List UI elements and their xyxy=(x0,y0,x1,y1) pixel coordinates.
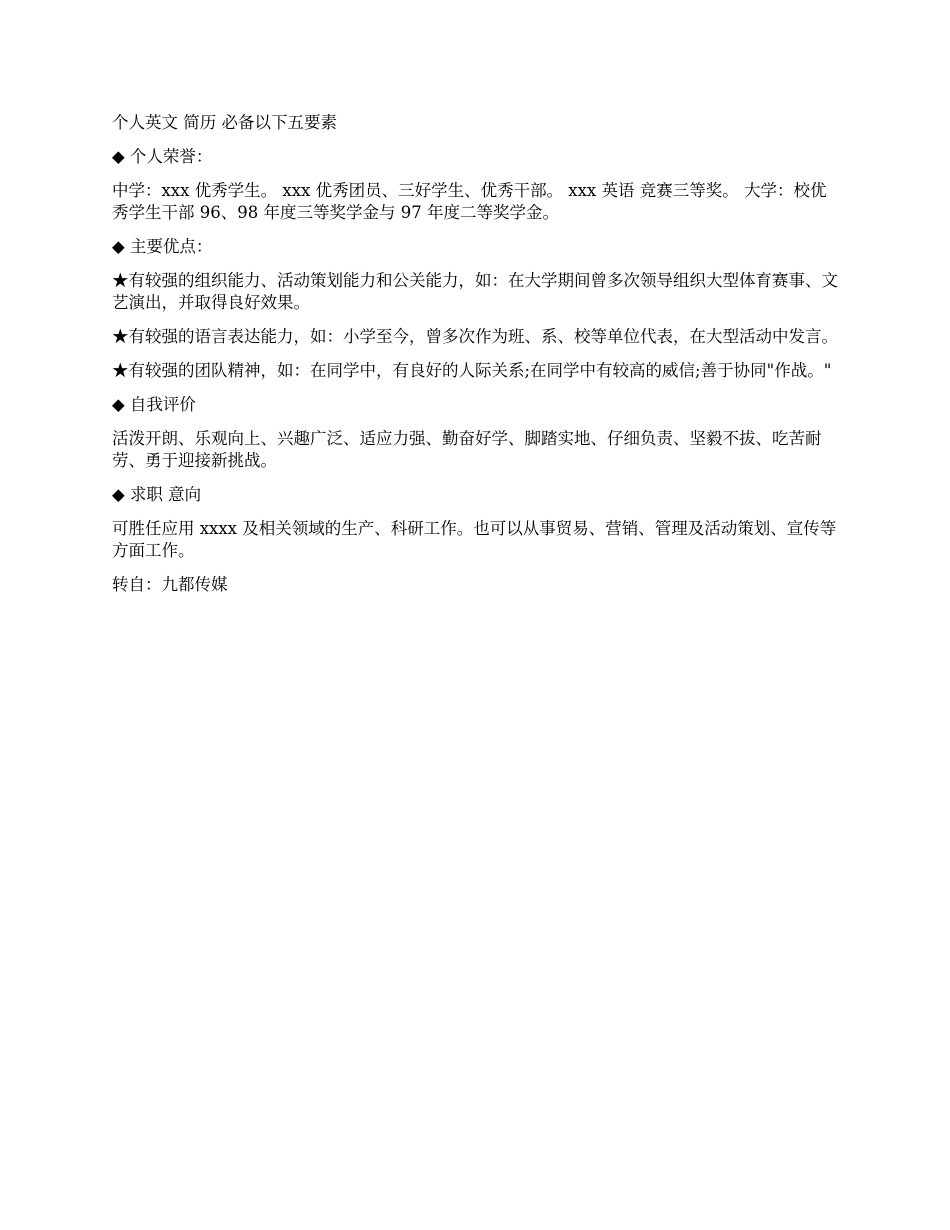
honors-heading: ◆ 个人荣誉： xyxy=(112,147,213,166)
self-eval-text: 活泼开朗、乐观向上、兴趣广泛、适应力强、勤奋好学、脚踏实地、仔细负责、坚毅不拔、吃苦耐劳、勇于迎接新挑战。 xyxy=(112,429,822,470)
strengths-heading: ◆ 主要优点： xyxy=(112,237,213,256)
self-eval-heading: ◆ 自我评价 xyxy=(112,395,196,414)
job-intent-heading: ◆ 求职 意向 xyxy=(112,485,202,504)
honors-text: 中学：xxx 优秀学生。 xxx 优秀团员、三好学生、优秀干部。 xxx 英语 竞赛三等奖。 大学：校优秀学生干部 96、98 年度三等奖学金与 97 年度二等奖学金。 xyxy=(112,181,827,222)
strength-item-teamwork: ★有较强的团队精神，如：在同学中，有良好的人际关系;在同学中有较高的威信;善于协同"作战。" xyxy=(112,361,832,380)
strength-item-organization: ★有较强的组织能力、活动策划能力和公关能力，如：在大学期间曾多次领导组织大型体育赛事、文艺演出，并取得良好效果。 xyxy=(112,271,838,312)
source-credit: 转自：九都传媒 xyxy=(112,575,228,594)
document-title: 个人英文 简历 必备以下五要素 xyxy=(112,113,337,132)
document-page xyxy=(112,112,840,608)
strength-item-speaking: ★有较强的语言表达能力，如：小学至今，曾多次作为班、系、校等单位代表，在大型活动中发言。 xyxy=(112,327,838,346)
job-intent-text: 可胜任应用 xxxx 及相关领域的生产、科研工作。也可以从事贸易、营销、管理及活动策划、宣传等方面工作。 xyxy=(112,519,837,560)
